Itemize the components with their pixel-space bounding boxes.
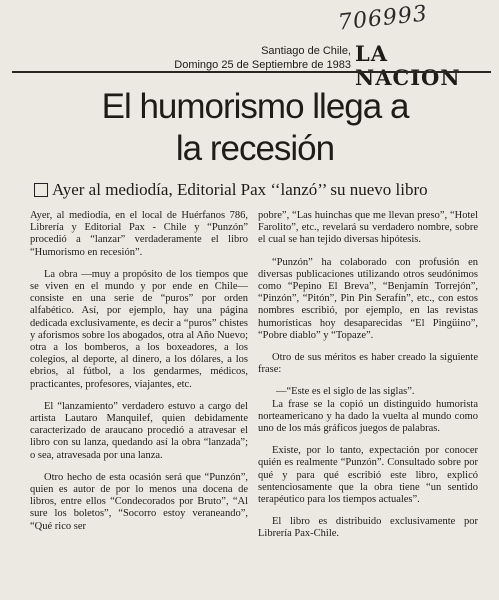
article-title-line-2: la recesión [175,129,335,168]
paragraph: Existe, por lo tanto, expectación por conocer quién es realmente “Punzón”. Consultado sobre por qué y para qué escribió este libro, explicó sentenciosamente que la obra tiene “un sentido terapéutico para los tiempos actuales”. [258,445,478,506]
paragraph: pobre”, “Las huinchas que me llevan preso”, “Hotel Farolito”, etc., revelará su verdadero nombre, sobre el cual se han tejido diversas hipótesis. [258,210,478,246]
dateline-city: Santiago de Chile, [261,45,351,57]
square-bullet-icon [34,183,48,197]
dateline-date: Domingo 25 de Septiembre de 1983 [174,59,351,71]
paragraph: El “lanzamiento” verdadero estuvo a cargo del artista Lautaro Manquilef, quien debidamente caracterizado de araucano procedió a atravesar el libro con su lanza, quedando así la obra “lanzada”; o sea, atravesada por una lanza. [30,400,248,461]
paragraph: Ayer, al mediodía, en el local de Huérfanos 786, Librería y Editorial Pax - Chile y “Punzón” procedió a “lanzar” verdaderamente el libro “Humorismo en recesión”. [30,210,248,258]
article-column-right [258,210,478,541]
paragraph: Otro hecho de esta ocasión será que “Punzón”, quien es autor de por lo menos una docena de libros, entre ellos “Condecorados por Bruto”, “Al sure los boletos”, “Socorro estoy veraneando”, “Qué rico ser [30,471,248,532]
article-subtitle [34,180,428,200]
paragraph: La frase se la copió un distinguido humorista norteamericano y ha dado la vuelta al mundo como uno de los más gráficos juegos de palabras. [258,398,478,435]
article-title [40,86,470,170]
paragraph: El libro es distribuido exclusivamente por Librería Pax-Chile. [258,516,478,540]
paragraph: “Punzón” ha colaborado con profusión en diversas publicaciones utilizando otros seudónimos como “Pepino El Breva”, “Benjamín Torrejón”, “Pinzón”, “Pitón”, Pin Pin Serafín”, etc., con estos nombres escribió, por ejemplo, en las revistas humorísticas hoy desaparecidas “El Pingüino”, “Pobre diablo” y “Topaze”. [258,256,478,341]
article-column-left [30,210,248,533]
header-rule [12,71,491,73]
quoted-phrase: —“Este es el siglo de las siglas”. [276,386,415,398]
paragraph: Otro de sus méritos es haber creado la siguiente frase: [258,352,478,376]
handwritten-archive-number: 706993 [336,1,430,36]
paragraph: La obra —muy a propósito de los tiempos que se viven en el mundo y por ende en Chile— consiste en una serie de “puros” por orden alfabético. Así, por ejemplo, hay una página dedicada exclusivamente, es decir a “puros” chistes y aforismos sobre los abogados, otra al Año Nuevo; otra a los bomberos, a los boxeadores, a los colegios, al deporte, al dinero, a los dólares, a los ebrios, al fútbol, a los gendarmes, médicos, practicantes, profesores, viajantes, etc. [30,268,248,390]
article-title-line-1: El humorismo llega a [101,87,409,126]
newspaper-masthead: LA NACION [355,41,461,90]
article-subtitle-text: Ayer al mediodía, Editorial Pax ‘‘lanzó’’ su nuevo libro [52,180,428,199]
dateline [174,44,351,72]
